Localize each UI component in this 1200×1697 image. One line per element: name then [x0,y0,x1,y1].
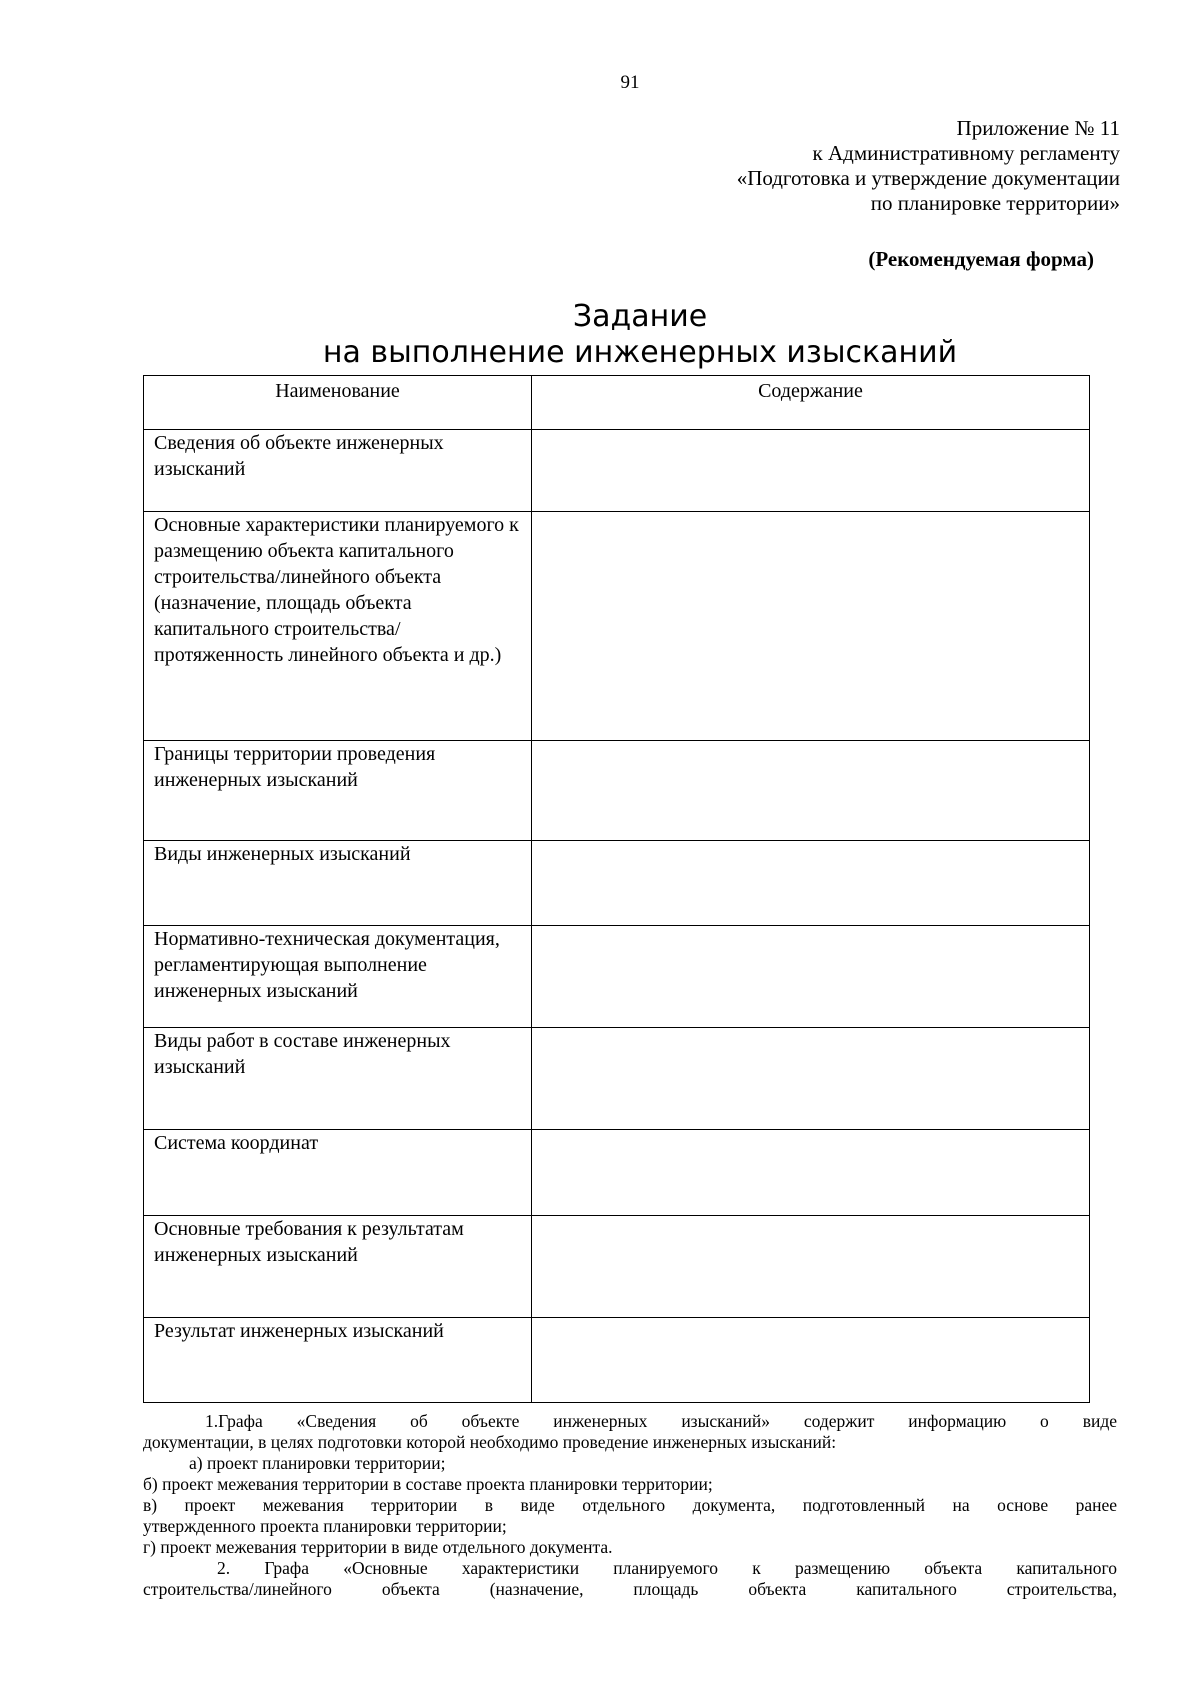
table-row [144,926,1090,1028]
row-name: Виды инженерных изысканий [144,841,532,926]
recommended-form-note: (Рекомендуемая форма) [868,247,1094,271]
appendix-header [737,116,1120,216]
appendix-line-3: «Подготовка и утверждение документации [736,166,1120,190]
row-content [532,1318,1090,1403]
row-content [532,1216,1090,1318]
table-row [144,1028,1090,1130]
row-content [532,512,1090,741]
row-content [532,430,1090,512]
row-name: Система координат [144,1130,532,1216]
header-name: Наименование [144,376,532,430]
table-row [144,1216,1090,1318]
task-table [143,375,1090,1403]
note-item-b: б) проект межевания территории в составе проекта планировки территории; [143,1474,713,1494]
appendix-line-2: к Административному регламенту [812,141,1120,165]
note-item-a: а) проект планировки территории; [189,1453,446,1473]
notes-section [143,1411,1117,1600]
note-1-line-1: 1.Графа «Сведения об объекте инженерных изысканий» содержит информацию о виде [205,1411,1117,1431]
note-2-line-1: 2. Графа «Основные характеристики планируемого к размещению объекта капитального [217,1558,1117,1578]
table-row [144,741,1090,841]
header-content: Содержание [532,376,1090,430]
row-name: Нормативно-техническая документация, регламентирующая выполнение инженерных изысканий [144,926,532,1028]
appendix-line-1: Приложение № 11 [956,116,1120,140]
appendix-line-4: по планировке территории» [870,191,1120,215]
note-item-v-line-1: в) проект межевания территории в виде отдельного документа, подготовленный на основе ранее [143,1495,1117,1515]
table-row [144,1318,1090,1403]
table-row [144,512,1090,741]
row-content [532,841,1090,926]
row-name: Сведения об объекте инженерных изысканий [144,430,532,512]
document-title: Задание [572,299,708,334]
row-name: Виды работ в составе инженерных изысканий [144,1028,532,1130]
row-content [532,1028,1090,1130]
row-name: Основные требования к результатам инженерных изысканий [144,1216,532,1318]
row-name: Границы территории проведения инженерных изысканий [144,741,532,841]
row-name: Результат инженерных изысканий [144,1318,532,1403]
row-content [532,1130,1090,1216]
row-content [532,741,1090,841]
document-subtitle: на выполнение инженерных изысканий [322,335,958,370]
table-row [144,1130,1090,1216]
note-1-line-2: документации, в целях подготовки которой необходимо проведение инженерных изысканий: [143,1432,837,1452]
note-2-line-2: строительства/линейного объекта (назначение, площадь объекта капитального строительства, [143,1579,1117,1599]
table-row [144,841,1090,926]
row-name: Основные характеристики планируемого к размещению объекта капитального строительства/линейного объекта (назначение, площадь объекта капитального строительства/протяженность линейного объекта и др.) [144,512,532,741]
row-content [532,926,1090,1028]
table-header-row [144,376,1090,430]
table-row [144,430,1090,512]
note-item-g: г) проект межевания территории в виде отдельного документа. [143,1537,613,1557]
page-number: 91 [620,72,640,93]
note-item-v-line-2: утвержденного проекта планировки территории; [143,1516,507,1536]
